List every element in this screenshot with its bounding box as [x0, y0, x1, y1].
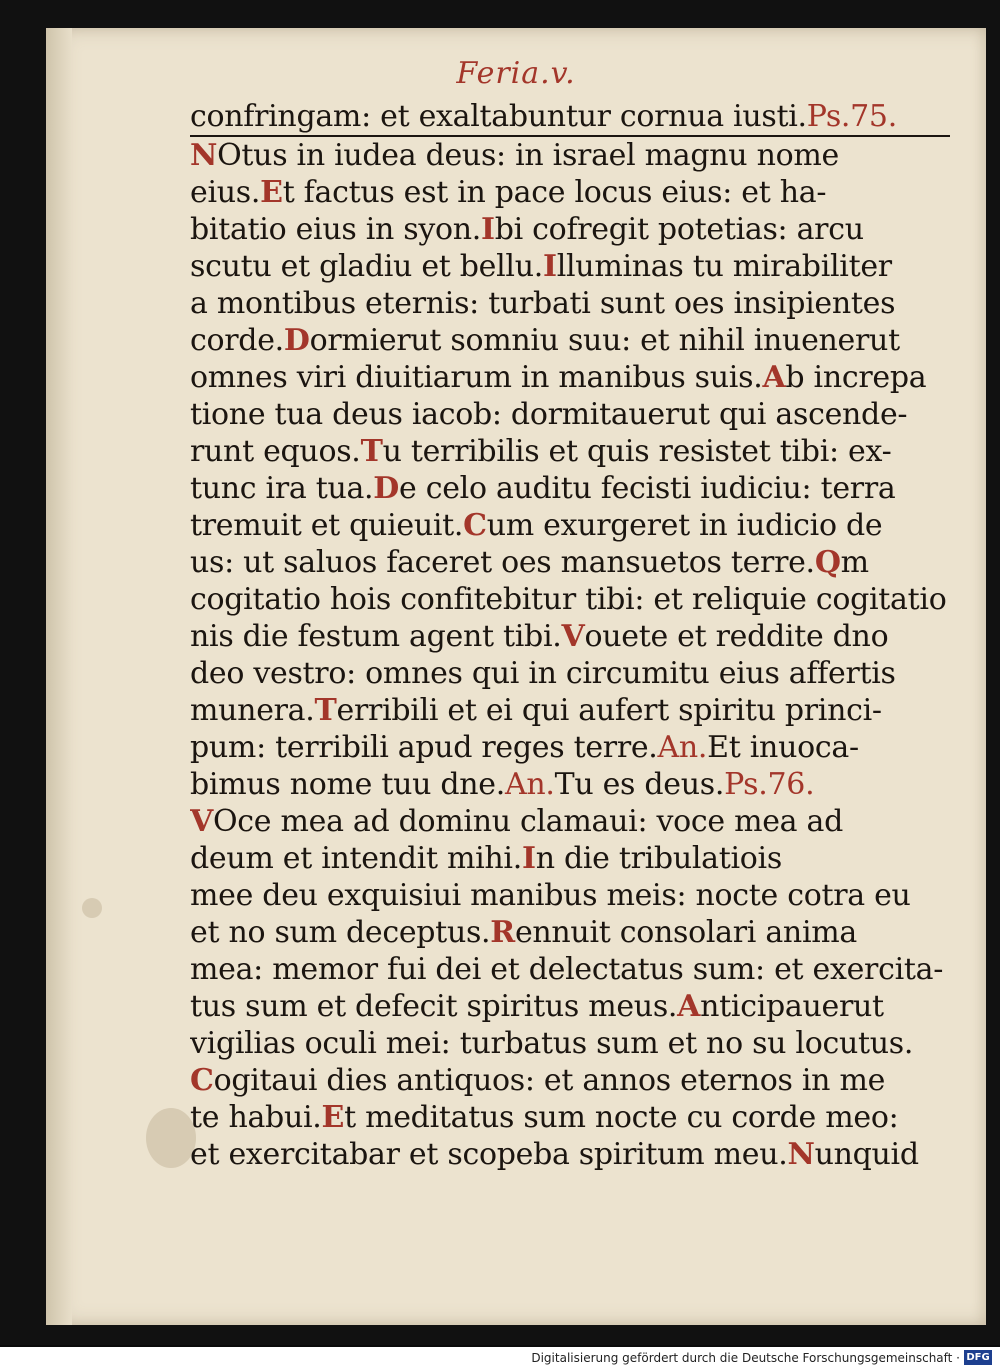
line-text: bimus nome tuu dne. [190, 767, 505, 802]
line-text: deum et intendit mihi. [190, 841, 522, 876]
text-line [190, 1099, 950, 1136]
line-text: te habui. [190, 1100, 322, 1135]
rubricated-initial: R [490, 915, 515, 950]
line-text: mee deu exquisiui manibus meis: nocte cotra eu [190, 878, 911, 913]
rubric-label: An. [504, 767, 555, 802]
line-text: m [840, 545, 869, 580]
digitization-footer [0, 1347, 1000, 1370]
text-line [190, 248, 950, 285]
text-line [190, 507, 950, 544]
rubric-label: Ps.75. [806, 99, 897, 134]
text-line [190, 470, 950, 507]
rubric-label: Ps.76. [724, 767, 815, 802]
rubricated-initial: I [542, 249, 557, 284]
line-text: n die tribulatiois [535, 841, 782, 876]
rubricated-initial: C [190, 1063, 214, 1098]
line-text: t meditatus sum nocte cu corde meo: [344, 1100, 899, 1135]
line-text: u terribilis et quis resistet tibi: ex- [382, 434, 892, 469]
rubricated-initial: Q [814, 545, 841, 580]
line-text: tus sum et defecit spiritus meus. [190, 989, 678, 1024]
line-text: omnes viri diuitiarum in manibus suis. [190, 360, 763, 395]
line-text: pum: terribili apud reges terre. [190, 730, 658, 765]
line-text: munera. [190, 693, 315, 728]
line-text: lluminas tu mirabiliter [556, 249, 892, 284]
line-text: ouete et reddite dno [584, 619, 889, 654]
paper-stain [82, 898, 102, 918]
line-text: e celo auditu fecisti iudiciu: terra [399, 471, 896, 506]
psalm-text-block [190, 98, 950, 1173]
rubricated-initial: D [373, 471, 400, 506]
line-text: ormierut somniu suu: et nihil inuenerut [309, 323, 900, 358]
rubric-label: An. [657, 730, 708, 765]
line-text: et exercitabar et scopeba spiritum meu. [190, 1137, 788, 1172]
running-head: Feria.v. [456, 56, 576, 91]
line-text: bi cofregit potetias: arcu [494, 212, 864, 247]
line-text: nis die festum agent tibi. [190, 619, 562, 654]
text-line [190, 914, 950, 951]
rubricated-initial: E [260, 175, 283, 210]
rubricated-initial: I [481, 212, 495, 247]
text-line [190, 285, 950, 322]
text-line [190, 211, 950, 248]
line-text: Oce mea ad dominu clamaui: voce mea ad [212, 804, 843, 839]
text-line [190, 174, 950, 211]
rubricated-initial: N [787, 1137, 815, 1172]
line-text: Otus in iudea deus: in israel magnu nome [217, 138, 839, 173]
text-line [190, 359, 950, 396]
rubricated-initial: T [314, 693, 337, 728]
text-line [190, 877, 950, 914]
text-line [190, 692, 950, 729]
line-text: cogitatio hois confitebitur tibi: et reliquie cogitatio [190, 582, 947, 617]
rubricated-initial: C [463, 508, 487, 543]
line-text: Tu es deus. [554, 767, 725, 802]
text-line [190, 618, 950, 655]
text-line [190, 729, 950, 766]
line-text: nticipauerut [700, 989, 884, 1024]
rubricated-initial: T [360, 434, 383, 469]
text-line [190, 1062, 950, 1099]
text-line [190, 766, 950, 803]
rubricated-initial: V [190, 804, 213, 839]
line-text: t factus est in pace locus eius: et ha- [282, 175, 827, 210]
line-text: ennuit consolari anima [514, 915, 857, 950]
paper-stain [146, 1108, 196, 1168]
line-text: um exurgeret in iudicio de [486, 508, 883, 543]
line-text: unquid [814, 1137, 919, 1172]
line-text: mea: memor fui dei et delectatus sum: et exercita- [190, 952, 944, 987]
text-line [190, 655, 950, 692]
line-text: tremuit et quieuit. [190, 508, 464, 543]
text-line [190, 803, 950, 840]
line-text: scutu et gladiu et bellu. [190, 249, 543, 284]
line-text: et no sum deceptus. [190, 915, 491, 950]
line-text: ogitaui dies antiquos: et annos eternos in me [213, 1063, 886, 1098]
text-line [190, 433, 950, 470]
line-text: tione tua deus iacob: dormitauerut qui ascende- [190, 397, 908, 432]
dfg-logo: DFG [964, 1350, 992, 1365]
line-text: Et inuoca- [707, 730, 859, 765]
text-line [190, 988, 950, 1025]
line-text: tunc ira tua. [190, 471, 374, 506]
rubricated-initial: I [521, 841, 536, 876]
line-text: a montibus eternis: turbati sunt oes insipientes [190, 286, 896, 321]
rubricated-initial: A [762, 360, 786, 395]
line-text: confringam: et exaltabuntur cornua iusti. [190, 99, 807, 134]
rubricated-initial: N [190, 138, 218, 173]
line-text: bitatio eius in syon. [190, 212, 482, 247]
line-text: eius. [190, 175, 261, 210]
line-text: b increpa [785, 360, 927, 395]
line-text: vigilias oculi mei: turbatus sum et no su locutus. [190, 1026, 914, 1061]
page-gutter-edge [46, 28, 72, 1325]
text-line [190, 322, 950, 359]
rubricated-initial: E [321, 1100, 345, 1135]
line-text: corde. [190, 323, 284, 358]
text-line [190, 137, 950, 174]
text-line [190, 1025, 950, 1062]
rubricated-initial: V [561, 619, 585, 654]
line-text: erribili et ei qui aufert spiritu princi- [336, 693, 882, 728]
line-text: deo vestro: omnes qui in circumitu eius affertis [190, 656, 896, 691]
text-line [190, 840, 950, 877]
text-line [190, 581, 950, 618]
text-line [190, 396, 950, 433]
text-line [190, 951, 950, 988]
rubricated-initial: D [283, 323, 310, 358]
text-line [190, 544, 950, 581]
text-line [190, 1136, 950, 1173]
rubricated-initial: A [677, 989, 701, 1024]
line-text: runt equos. [190, 434, 361, 469]
funding-credit: Digitalisierung gefördert durch die Deutsche Forschungsgemeinschaft · [531, 1351, 960, 1365]
line-text: us: ut saluos faceret oes mansuetos terre. [190, 545, 815, 580]
text-line [190, 98, 950, 137]
